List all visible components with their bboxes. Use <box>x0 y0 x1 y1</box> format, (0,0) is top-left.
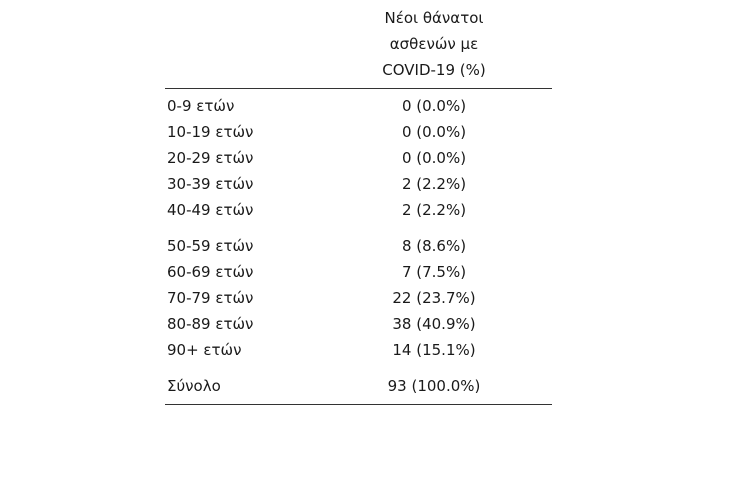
deaths-value: 7 (7.5%) <box>401 263 467 281</box>
table-bottom-rule <box>165 404 552 405</box>
deaths-value: 0 (0.0%) <box>401 123 467 141</box>
age-group-label: 30-39 ετών <box>167 175 254 193</box>
age-group-label: 80-89 ετών <box>167 315 254 333</box>
table-row <box>165 145 552 171</box>
table-row <box>165 285 552 311</box>
total-value: 93 (100.0%) <box>387 377 481 395</box>
deaths-value: 38 (40.9%) <box>392 315 476 333</box>
deaths-column-header: Νέοι θάνατοι ασθενών με COVID-19 (%) <box>382 9 486 79</box>
table-row <box>165 197 552 223</box>
deaths-value: 14 (15.1%) <box>392 341 476 359</box>
total-label: Σύνολο <box>167 377 221 395</box>
age-group-label: 40-49 ετών <box>167 201 254 219</box>
deaths-value: 2 (2.2%) <box>401 201 467 219</box>
total-row <box>165 373 552 399</box>
table-row <box>165 93 552 119</box>
table-header <box>165 0 552 89</box>
table-row <box>165 311 552 337</box>
age-group-label: 0-9 ετών <box>167 97 235 115</box>
table-row <box>165 259 552 285</box>
age-group-label: 60-69 ετών <box>167 263 254 281</box>
table-row <box>165 171 552 197</box>
age-group-label: 20-29 ετών <box>167 149 254 167</box>
covid-deaths-table <box>165 0 552 395</box>
deaths-value: 22 (23.7%) <box>392 289 476 307</box>
deaths-value: 2 (2.2%) <box>401 175 467 193</box>
age-group-label: 70-79 ετών <box>167 289 254 307</box>
deaths-value: 8 (8.6%) <box>401 237 467 255</box>
age-group-label: 50-59 ετών <box>167 237 254 255</box>
table-row <box>165 119 552 145</box>
age-group-label: 10-19 ετών <box>167 123 254 141</box>
deaths-value: 0 (0.0%) <box>401 97 467 115</box>
table-row <box>165 337 552 363</box>
age-group-label: 90+ ετών <box>167 341 242 359</box>
deaths-value: 0 (0.0%) <box>401 149 467 167</box>
table-row <box>165 233 552 259</box>
